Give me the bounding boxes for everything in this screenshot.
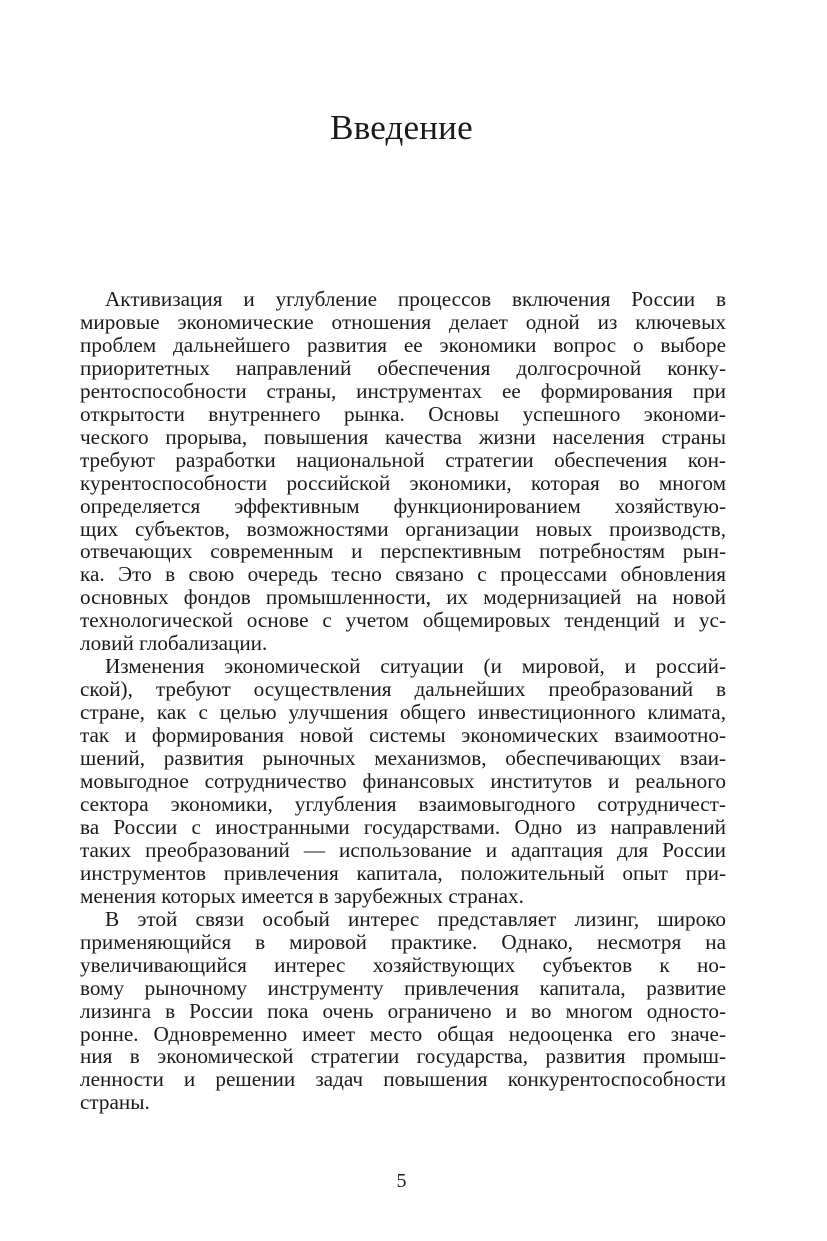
chapter-title: Введение xyxy=(330,108,473,147)
text-line: лизинга в России пока очень ограничено и во многом односто- xyxy=(80,998,726,1023)
text-line: ронне. Одновременно имеет место общая недооценка его значе- xyxy=(80,1021,726,1046)
body-text xyxy=(80,288,726,1114)
text-line: инструментов привлечения капитала, положительный опыт при- xyxy=(80,860,726,885)
text-line: технологической основе с учетом общемировых тенденций и ус- xyxy=(80,608,726,633)
text-line: менения которых имеется в зарубежных странах. xyxy=(80,883,524,908)
text-line: Активизация и углубление процессов включения России в xyxy=(105,287,726,311)
text-line: ловий глобализации. xyxy=(80,631,268,656)
text-line: ской), требуют осуществления дальнейших преобразований в xyxy=(80,677,726,702)
text-line: шений, развития рыночных механизмов, обеспечивающих взаи- xyxy=(80,746,726,771)
text-line: открытости внутреннего рынка. Основы успешного экономи- xyxy=(80,401,726,426)
text-line: курентоспособности российской экономики, которая во многом xyxy=(80,470,726,495)
text-line: вому рыночному инструменту привлечения капитала, развитие xyxy=(80,975,726,1000)
text-line: ческого прорыва, повышения качества жизни населения страны xyxy=(80,424,726,449)
text-line: ния в экономической стратегии государства, развития промыш- xyxy=(80,1044,726,1069)
text-line: так и формирования новой системы экономических взаимоотно- xyxy=(80,723,726,748)
paragraph xyxy=(80,908,726,1115)
page-number: 5 xyxy=(396,1170,407,1192)
paragraph xyxy=(80,655,726,907)
text-line: сектора экономики, углубления взаимовыгодного сотрудничест- xyxy=(80,791,726,816)
text-line: основных фондов промышленности, их модернизацией на новой xyxy=(80,585,726,610)
text-line: применяющийся в мировой практике. Однако, несмотря на xyxy=(80,929,726,954)
text-line: рентоспособности страны, инструментах ее формирования при xyxy=(80,378,726,403)
text-line: проблем дальнейшего развития ее экономики вопрос о выборе xyxy=(80,332,726,357)
text-line: ка. Это в свою очередь тесно связано с процессами обновления xyxy=(80,562,726,587)
text-line: мировые экономические отношения делает одной из ключевых xyxy=(80,309,726,334)
paragraph xyxy=(80,288,726,655)
text-line: приоритетных направлений обеспечения долгосрочной конку- xyxy=(80,355,726,380)
text-line: таких преобразований — использование и адаптация для России xyxy=(80,837,726,862)
text-line: отвечающих современным и перспективным потребностям рын- xyxy=(80,539,726,564)
text-line: страны. xyxy=(80,1090,150,1115)
text-line: В этой связи особый интерес представляет лизинг, широко xyxy=(105,906,726,931)
text-line: стране, как с целью улучшения общего инвестиционного климата, xyxy=(80,700,726,725)
text-line: требуют разработки национальной стратегии обеспечения кон- xyxy=(80,447,726,472)
text-line: ленности и решении задач повышения конкурентоспособности xyxy=(80,1067,726,1092)
text-line: щих субъектов, возможностями организации новых производств, xyxy=(80,516,726,541)
text-line: Изменения экономической ситуации (и мировой, и россий- xyxy=(105,654,726,679)
text-line: ва России с иностранными государствами. Одно из направлений xyxy=(80,814,726,839)
text-line: мовыгодное сотрудничество финансовых институтов и реального xyxy=(80,769,726,794)
text-line: увеличивающийся интерес хозяйствующих субъектов к но- xyxy=(80,952,726,977)
text-line: определяется эффективным функционированием хозяйствую- xyxy=(80,493,726,518)
